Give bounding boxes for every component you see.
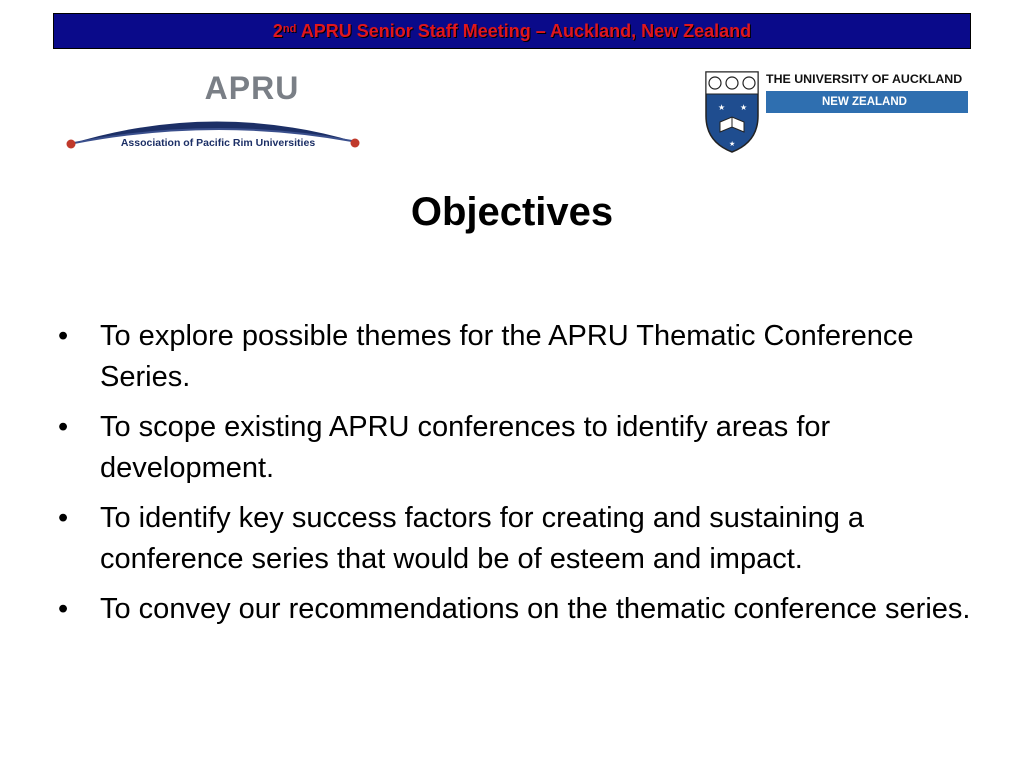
- uoa-country-bar: NEW ZEALAND: [766, 91, 968, 113]
- list-item: [58, 498, 988, 580]
- list-item: [58, 407, 988, 489]
- objectives-list: [58, 316, 988, 639]
- bullet-icon: •: [58, 593, 69, 625]
- bullet-text: To scope existing APRU conferences to identify areas for development.: [100, 411, 831, 484]
- bullet-text: To convey our recommendations on the thematic conference series.: [100, 593, 971, 625]
- banner-ordinal-suffix: nd: [282, 23, 297, 35]
- bullet-icon: •: [58, 320, 69, 352]
- list-item: [58, 589, 988, 630]
- university-of-auckland-logo: [704, 70, 968, 156]
- bullet-icon: •: [58, 411, 69, 443]
- apru-logo: [64, 70, 364, 152]
- uoa-crest-icon: [704, 70, 760, 154]
- banner-text: APRU Senior Staff Meeting – Auckland, New Zealand: [296, 20, 752, 41]
- banner-ordinal: 2: [272, 20, 283, 41]
- uoa-name: THE UNIVERSITY OF AUCKLAND: [766, 72, 963, 86]
- svg-text:★: ★: [718, 103, 726, 112]
- bullet-text: To identify key success factors for creating and sustaining a conference series that would be of esteem and impact.: [100, 502, 865, 575]
- apru-logo-subtitle: Association of Pacific Rim Universities: [120, 137, 316, 149]
- apru-logo-title: APRU: [204, 70, 300, 106]
- list-item: [58, 316, 988, 398]
- svg-text:★: ★: [740, 103, 748, 112]
- slide-title: Objectives: [410, 190, 614, 234]
- bullet-text: To explore possible themes for the APRU Thematic Conference Series.: [100, 320, 914, 393]
- bullet-icon: •: [58, 502, 69, 534]
- apru-right-dot: [351, 139, 360, 148]
- meeting-banner: [53, 13, 971, 49]
- svg-text:★: ★: [729, 141, 736, 148]
- apru-left-dot: [67, 140, 76, 149]
